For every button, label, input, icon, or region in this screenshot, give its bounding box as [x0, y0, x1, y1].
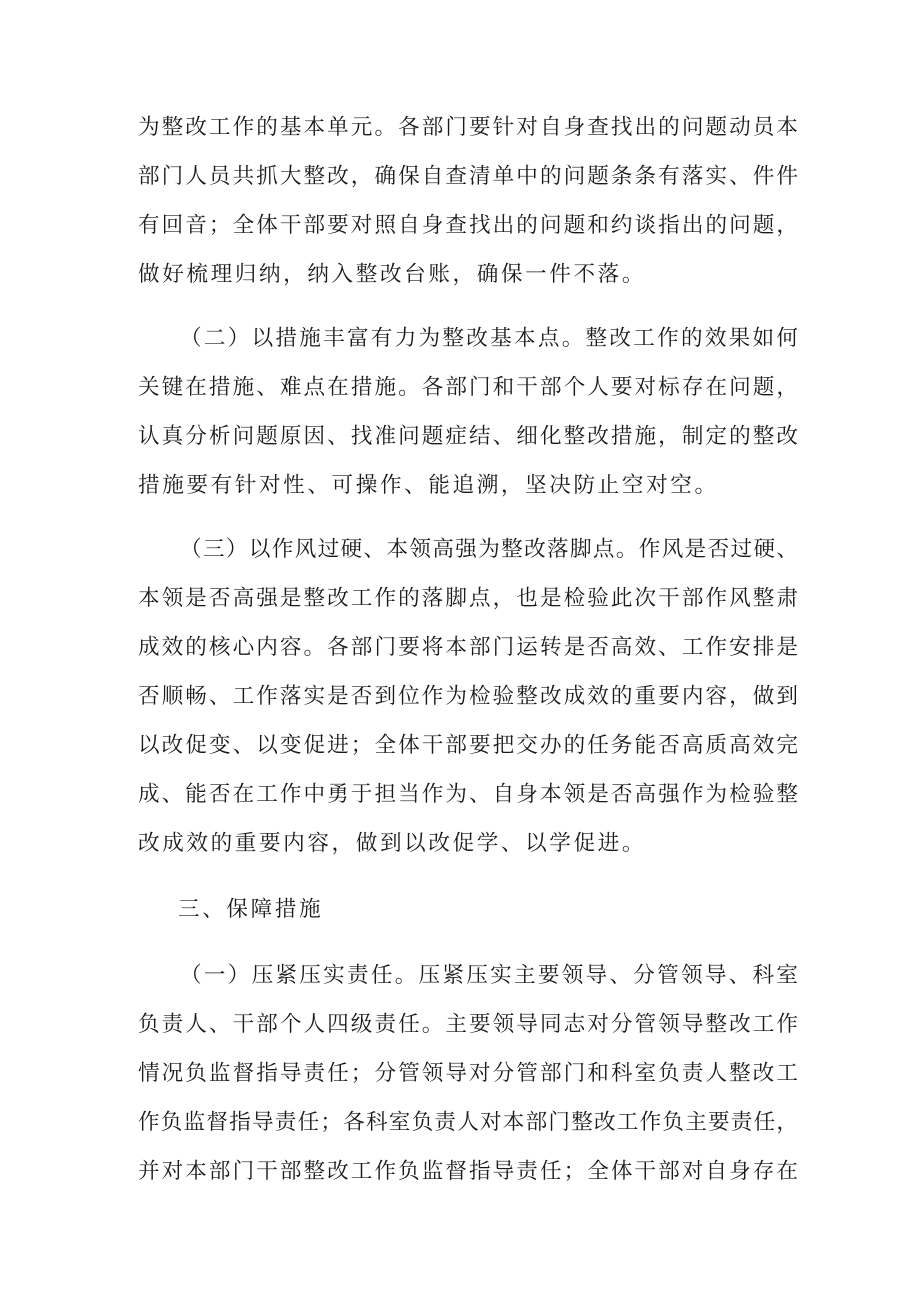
para2-line-3: 认真分析问题原因、找准问题症结、细化整改措施，制定的整改 [138, 424, 798, 449]
para3-line-7: 改成效的重要内容，做到以改促学、以学促进。 [138, 831, 647, 856]
para4-line-1: （一）压紧压实责任。压紧压实主要领导、分管领导、科室 [180, 963, 798, 988]
para1-line-3: 有回音；全体干部要对照自身查找出的问题和约谈指出的问题， [138, 213, 798, 238]
para2-line-4: 措施要有针对性、可操作、能追溯，坚决防止空对空。 [138, 473, 719, 498]
para4-line-2: 负责人、干部个人四级责任。主要领导同志对分管领导整改工作 [138, 1012, 798, 1037]
para2-line-2: 关键在措施、难点在措施。各部门和干部个人要对标存在问题， [138, 375, 798, 400]
para4-line-4: 作负监督指导责任；各科室负责人对本部门整改工作负主要责任， [138, 1110, 798, 1135]
para1-line-2: 部门人员共抓大整改，确保自查清单中的问题条条有落实、件件 [138, 164, 798, 189]
para3-line-3: 成效的核心内容。各部门要将本部门运转是否高效、工作安排是 [138, 635, 798, 660]
para3-line-2: 本领是否高强是整改工作的落脚点，也是检验此次干部作风整肃 [138, 586, 798, 611]
para3-line-4: 否顺畅、工作落实是否到位作为检验整改成效的重要内容，做到 [138, 684, 798, 709]
para3-line-1: （三）以作风过硬、本领高强为整改落脚点。作风是否过硬、 [180, 537, 798, 562]
para1-line-4: 做好梳理归纳，纳入整改台账，确保一件不落。 [138, 262, 647, 287]
section-heading: 三、保障措施 [178, 897, 324, 922]
para3-line-6: 成、能否在工作中勇于担当作为、自身本领是否高强作为检验整 [138, 782, 798, 807]
para4-line-5: 并对本部门干部整改工作负监督指导责任；全体干部对自身存在 [138, 1159, 798, 1184]
para1-line-1: 为整改工作的基本单元。各部门要针对自身查找出的问题动员本 [138, 115, 798, 140]
para3-line-5: 以改促变、以变促进；全体干部要把交办的任务能否高质高效完 [138, 733, 798, 758]
para4-line-3: 情况负监督指导责任；分管领导对分管部门和科室负责人整改工 [138, 1061, 798, 1086]
para2-line-1: （二）以措施丰富有力为整改基本点。整改工作的效果如何 [180, 326, 798, 351]
